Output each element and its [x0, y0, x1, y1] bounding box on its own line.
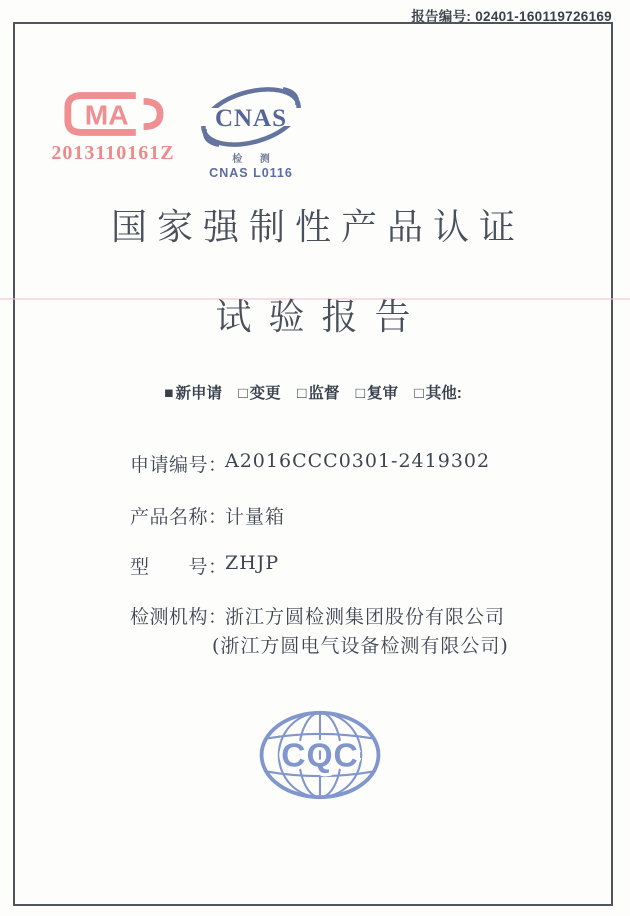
- cnas-letters: CNAS: [214, 105, 288, 132]
- field-application-number: [130, 450, 600, 480]
- checkbox-supervision: □ 监督: [296, 385, 340, 402]
- cma-letters: MA: [84, 98, 129, 131]
- field-label: 产品名称：: [130, 506, 228, 528]
- cnas-logo: [195, 86, 307, 180]
- cma-certificate-number: 2013110161Z: [51, 142, 175, 164]
- field-testing-agency-line2: (浙江方圆电气设备检测有限公司): [212, 635, 509, 657]
- checkbox-empty-icon: □: [414, 385, 424, 402]
- report-number-value: 02401-160119726169: [475, 9, 612, 24]
- field-label: 检测机构：: [130, 606, 228, 628]
- field-value: 浙江方圆检测集团股份有限公司: [225, 606, 506, 628]
- cnas-caption-cn: 检 测: [232, 154, 277, 165]
- field-label: 型 号：: [130, 556, 228, 578]
- checkbox-empty-icon: □: [296, 385, 307, 402]
- cnas-lab-code: CNAS L0116: [209, 166, 293, 180]
- field-value: 计量箱: [225, 506, 286, 528]
- cqc-logo: [256, 709, 384, 805]
- field-value: A2016CCC0301-2419302: [225, 450, 491, 472]
- checkbox-empty-icon: □: [238, 385, 248, 402]
- field-model: [130, 552, 600, 582]
- field-testing-agency: [130, 602, 600, 632]
- cqc-globe-icon: [256, 709, 384, 801]
- cma-mark-icon: [62, 90, 164, 138]
- document-title-line1: 国家强制性产品认证: [110, 207, 525, 248]
- report-number-label: 报告编号:: [411, 9, 472, 24]
- document-title-line2: 试验报告: [215, 297, 428, 338]
- checkbox-filled-icon: ■: [164, 385, 174, 402]
- checkbox-new-application: ■ 新申请: [164, 385, 222, 402]
- field-label: 申请编号：: [130, 454, 228, 476]
- field-value: ZHJP: [225, 552, 280, 574]
- cma-logo: [48, 90, 178, 165]
- cqc-letters: CQC: [281, 737, 359, 775]
- checkbox-review: □ 复审: [355, 385, 399, 402]
- checkbox-change: □ 变更: [238, 385, 281, 402]
- cnas-mark-icon: [197, 86, 305, 148]
- checkbox-empty-icon: □: [355, 385, 366, 402]
- field-product-name: [130, 502, 600, 532]
- checkbox-other: □ 其他:: [414, 385, 462, 402]
- application-type-row: [13, 381, 613, 403]
